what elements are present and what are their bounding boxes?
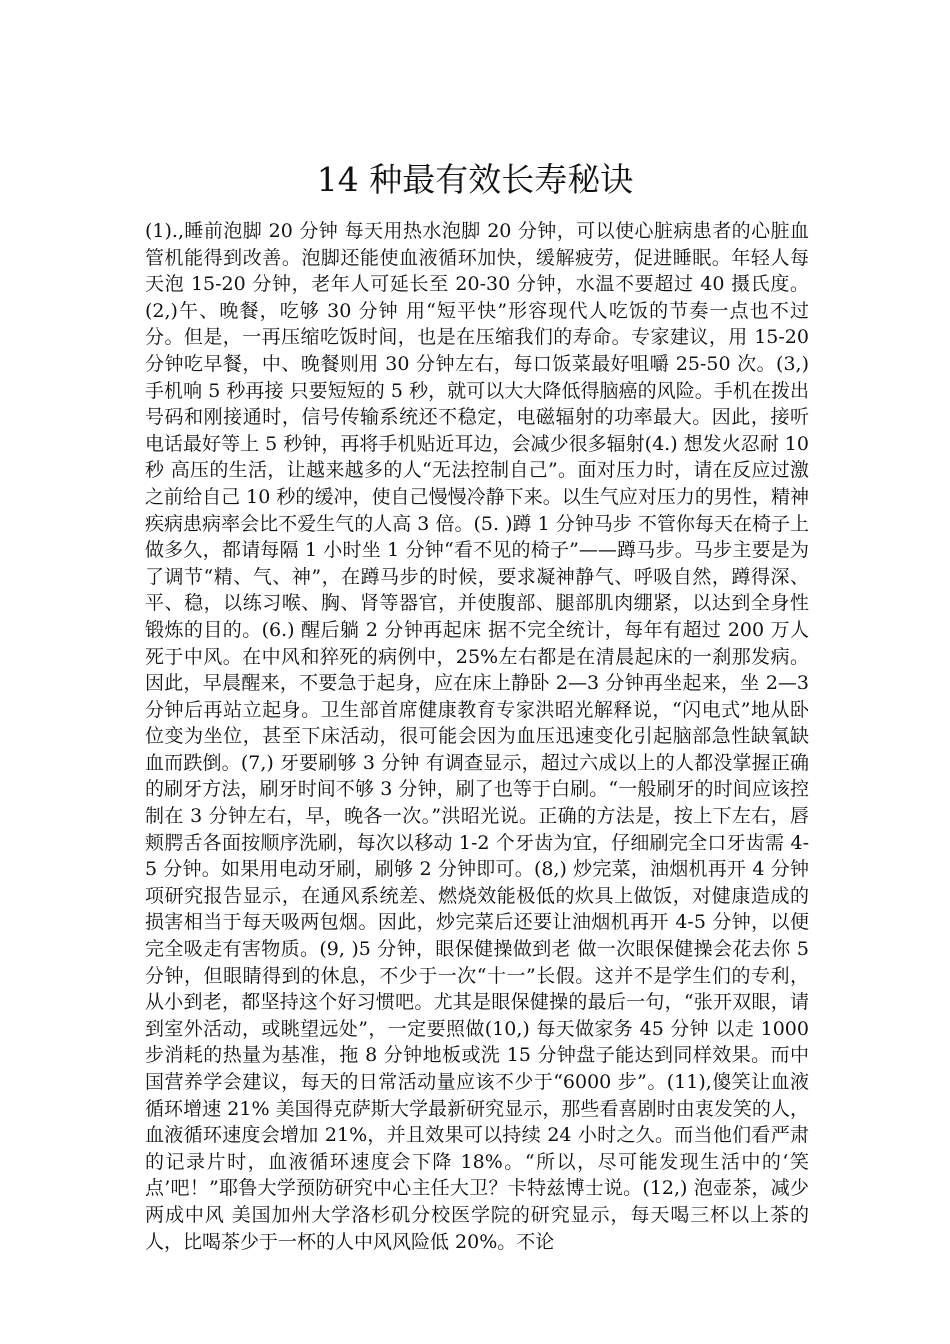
document-title: 14 种最有效长寿秘诀 <box>316 160 634 199</box>
document-body-text: (1).,睡前泡脚 20 分钟 每天用热水泡脚 20 分钟，可以使心脏病患者的心脏血管机能得到改善。泡脚还能使血液循环加快，缓解疲劳，促进睡眠。年轻人每天泡 15-20 分钟，老年人可延长至 20-30 分钟，水温不要超过 40 摄氏度。(2,)午、晚餐，吃够 30 分钟 用“短平快”形容现代人吃饭的节奏一点也不过分。但是，一再压缩吃饭时间，也是在压缩我们的寿命。专家建议，用 15-20 分钟吃早餐，中、晚餐则用 30 分钟左右，每口饭菜最好咀嚼 25-50 次。(3,) 手机响 5 秒再接 只要短短的 5 秒，就可以大大降低得脑癌的风险。手机在拨出号码和刚接通时，信号传输系统还不稳定，电磁辐射的功率最大。因此，接听电话最好等上 5 秒钟，再将手机贴近耳边，会减少很多辐射(4.) 想发火忍耐 10 秒 高压的生活，让越来越多的人“无法控制自己”。面对压力时，请在反应过激之前给自己 10 秒的缓冲，使自己慢慢冷静下来。以生气应对压力的男性，精神疾病患病率会比不爱生气的人高 3 倍。(5. )蹲 1 分钟马步 不管你每天在椅子上做多久，都请每隔 1 小时坐 1 分钟“看不见的椅子”——蹲马步。马步主要是为了调节“精、气、神”，在蹲马步的时候，要求凝神静气、呼吸自然，蹲得深、平、稳，以练习喉、胸、肾等器官，并使腹部、腿部肌肉绷紧，以达到全身性锻炼的目的。(6.) 醒后躺 2 分钟再起床 据不完全统计，每年有超过 200 万人死于中风。在中风和猝死的病例中，25%左右都是在清晨起床的一刹那发病。因此，早晨醒来，不要急于起身，应在床上静卧 2—3 分钟再坐起来，坐 2—3 分钟后再站立起身。卫生部首席健康教育专家洪昭光解释说，“闪电式”地从卧位变为坐位，甚至下床活动，很可能会因为血压迅速变化引起脑部急性缺氧缺血而跌倒。(7,) 牙要刷够 3 分钟 有调查显示，超过六成以上的人都没掌握正确的刷牙方法，刷牙时间不够 3 分钟，刷了也等于白刷。“一般刷牙的时间应该控制在 3 分钟左右，早，晚各一次。”洪昭光说。正确的方法是，按上下左右，唇颊腭舌各面按顺序洗刷，每次以移动 1-2 个牙齿为宜，仔细刷完全口牙齿需 4-5 分钟。如果用电动牙刷，刷够 2 分钟即可。(8,) 炒完菜，油烟机再开 4 分钟 项研究报告显示，在通风系统差、燃烧效能极低的炊具上做饭，对健康造成的损害相当于每天吸两包烟。因此，炒完菜后还要让油烟机再开 4-5 分钟，以便完全吸走有害物质。(9, )5 分钟，眼保健操做到老 做一次眼保健操会花去你 5 分钟，但眼睛得到的休息，不少于一次“十一”长假。这并不是学生们的专利，从小到老，都坚持这个好习惯吧。尤其是眼保健操的最后一句，“张开双眼，请到室外活动，或眺望远处”，一定要照做(10,) 每天做家务 45 分钟 以走 1000 步消耗的热量为基准，拖 8 分钟地板或洗 15 分钟盘子能达到同样效果。而中国营养学会建议，每天的日常活动量应该不少于“6000 步”。(11),傻笑让血液循环增速 21% 美国得克萨斯大学最新研究显示，那些看喜剧时由衷发笑的人，血液循环速度会增加 21%，并且效果可以持续 24 小时之久。而当他们看严肃的记录片时，血液循环速度会下降 18%。“所以，尽可能发现生活中的‘笑点’吧！”耶鲁大学预防研究中心主任大卫？卡特兹博士说。(12,) 泡壶茶，减少两成中风 美国加州大学洛杉矶分校医学院的研究显示，每天喝三杯以上茶的人，比喝茶少于一杯的人中风风险低 20%。不论 <box>145 220 809 1253</box>
